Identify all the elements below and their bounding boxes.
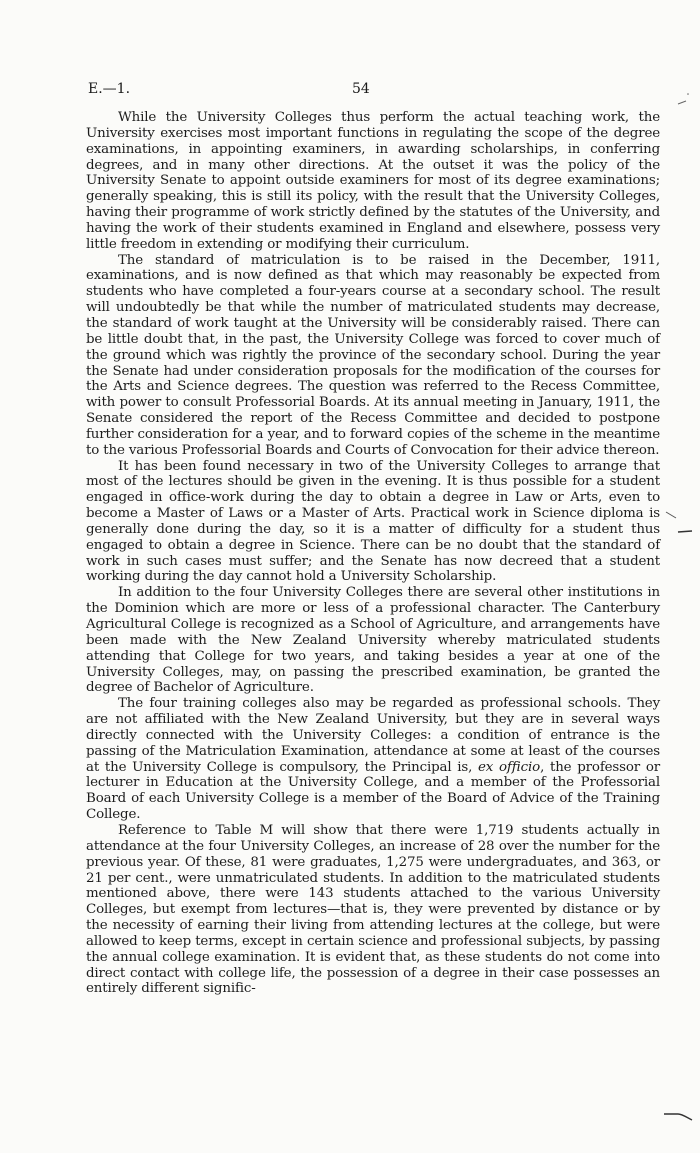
paragraph-university-functions: While the University Colleges thus perform the actual teaching work, the University exercises most important functions in regulating the scope of the degree examinations, in appointing examiners, in awarding scholarships, in conferring degrees, and in many other directions. At the outset it was the policy of the University Senate to appoint outside examiners for most of its degree examinations; generally speaking, this is still its policy, with the result that the University Colleges, having their programme of work strictly defined by the statutes of the University, and having the work of their students examined in England and elsewhere, possess very little freedom in extending or modifying their curriculum. <box>86 110 660 252</box>
paragraph-student-attendance: Reference to Table M will show that there were 1,719 students actually in attendance at the four University Colleges, an increase of 28 over the number for the previous year. Of these, 81 were graduates, 1,275 were undergraduates, and 363, or 21 per cent., were unmatriculated students. In addition to the matriculated students mentioned above, there were 143 students attached to the various University Colleges, but exempt from lectures—that is, they were prevented by distance or by the necessity of earning their living from attending lectures at the college, but were allowed to keep terms, except in certain science and professional subjects, by passing the annual college examination. It is evident that, as these students do not come into direct contact with college life, the possession of a degree in their case possesses an entirely different signific- <box>86 822 660 997</box>
body-text <box>86 110 660 997</box>
margin-mark-middle <box>664 508 694 538</box>
paragraph-text: , the professor or lecturer in Education at the University College, and a member of the Professorial Board of each University College is a member of the Board of Advice of the Training College. <box>86 759 660 823</box>
paragraph-training-colleges <box>86 696 660 823</box>
italic-phrase: ex officio <box>478 759 541 775</box>
margin-mark-bottom <box>662 1106 696 1126</box>
page-header <box>88 81 660 101</box>
paragraph-evening-lectures: It has been found necessary in two of the University Colleges to arrange that most of the lectures should be given in the evening. It is thus possible for a student engaged in office-work during the day to obtain a degree in Law or Arts, even to become a Master of Laws or a Master of Arts. Practical work in Science diploma is generally done during the day, so it is a matter of difficulty for a student thus engaged to obtain a degree in Science. There can be no doubt that the standard of work in such cases must suffer; and the Senate has now decreed that a student working during the day cannot hold a University Scholarship. <box>86 458 660 585</box>
paragraph-matriculation-standard: The standard of matriculation is to be raised in the December, 1911, examinations, and is now defined as that which may reasonably be expected from students who have completed a four-years course at a secondary school. The result will undoubtedly be that while the number of matriculated students may decrease, the standard of work taught at the University will be considerably raised. There can be little doubt that, in the past, the University College was forced to cover much of the ground which was rightly the province of the secondary school. During the year the Senate had under consideration proposals for the modification of the courses for the Arts and Science degrees. The question was referred to the Recess Committee, with power to consult Professorial Boards. At its annual meeting in January, 1911, the Senate considered the report of the Recess Committee and decided to postpone further consideration for a year, and to forward copies of the scheme in the meantime to the various Professorial Boards and Courts of Convocation for their advice thereon. <box>86 252 660 458</box>
paragraph-professional-institutions: In addition to the four University Colleges there are several other institutions in the Dominion which are more or less of a professional character. The Canterbury Agricultural College is recognized as a School of Agriculture, and arrangements have been made with the New Zealand University whereby matriculated students attending that College for two years, and taking besides a year at one of the University Colleges, may, on passing the prescribed examination, be granted the degree of Bachelor of Agriculture. <box>86 585 660 696</box>
page-number: 54 <box>352 81 370 97</box>
document-reference: E.—1. <box>88 81 131 97</box>
margin-mark-top <box>676 88 696 108</box>
paragraph-text: The four training colleges also may be regarded as professional schools. They are not affiliated with the New Zealand University, but they are in several ways directly connected with the University Colleges: a condition of entrance is the passing of the Matriculation Examination, attendance at some at least of the courses at the University College is compulsory, the Principal is, <box>86 696 660 775</box>
